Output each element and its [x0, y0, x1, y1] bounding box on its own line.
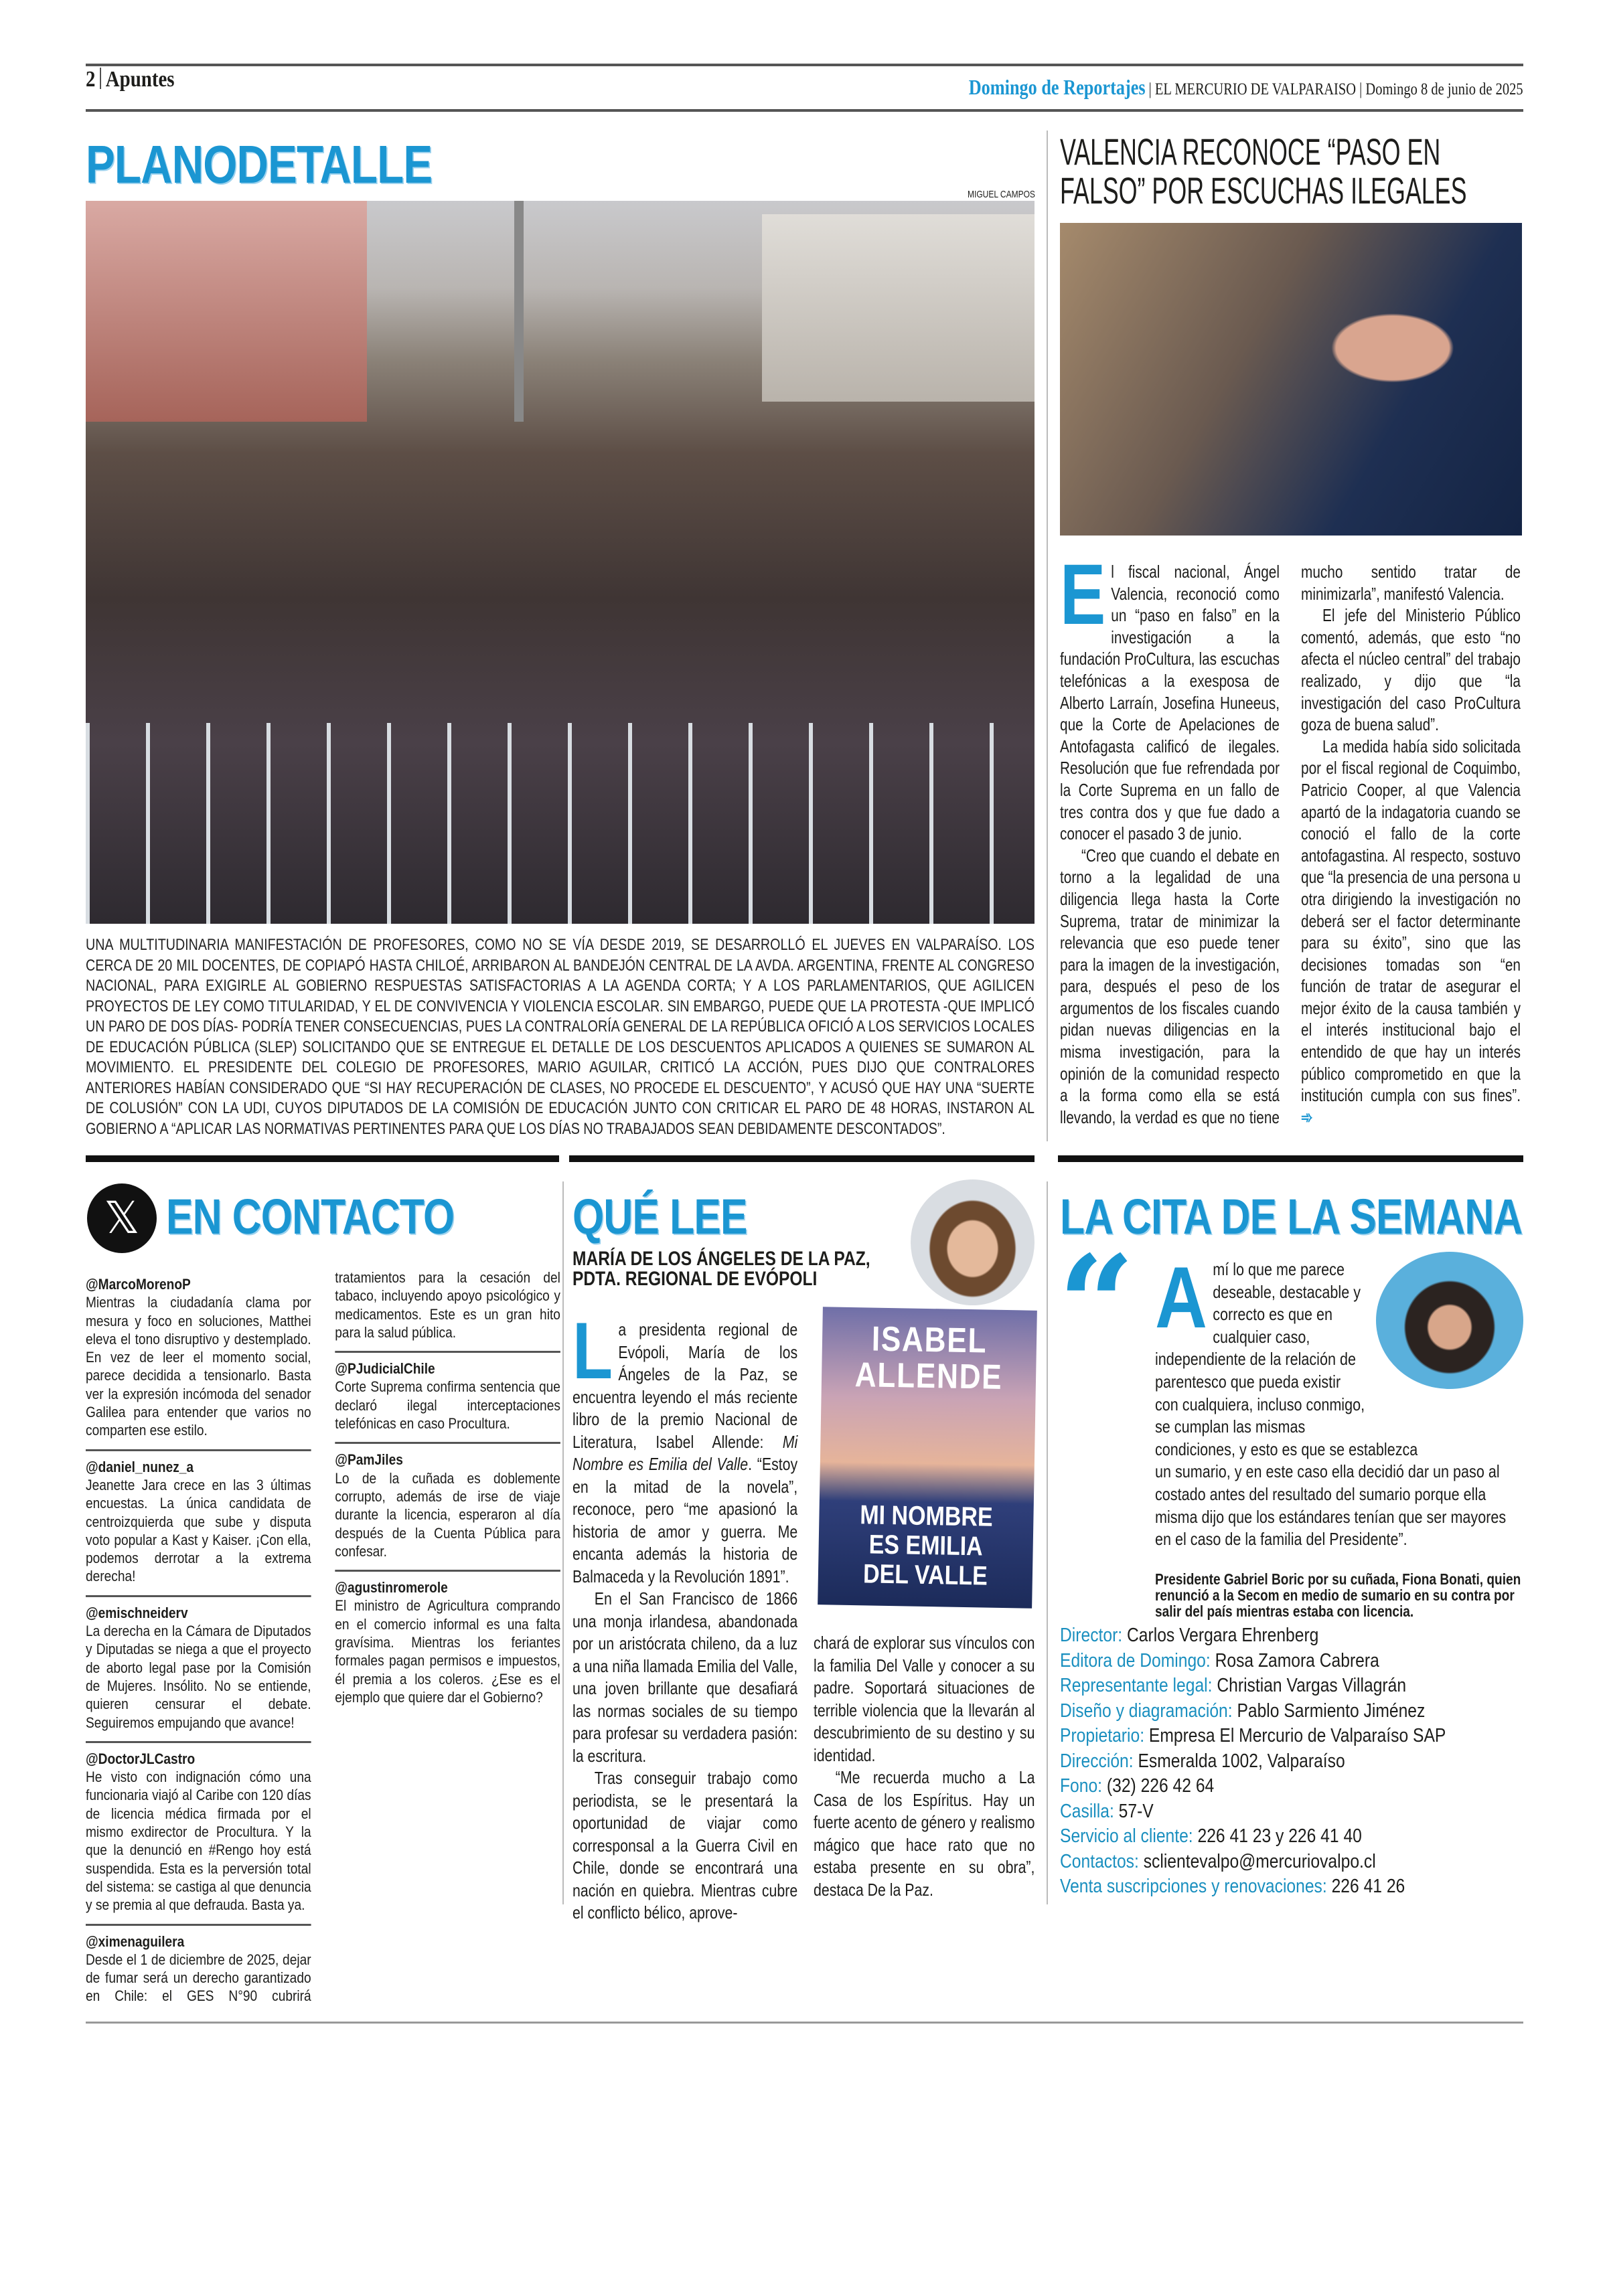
staff-label: Casilla: [1060, 1800, 1114, 1822]
article-paragraph: chará de explorar sus vínculos con la familia Del Valle y conocer a su padre. Soportará situaciones de terrible violencia que la llevarán al descubrimiento de su destino y su identidad. [814, 1633, 1035, 1765]
paper-name: EL MERCURIO DE VALPARAISO [1155, 80, 1357, 98]
tweet [335, 1572, 560, 1716]
reader-portrait [911, 1179, 1035, 1305]
staff-box [1060, 1623, 1446, 1900]
header-top-rule [86, 64, 1523, 66]
section-name: Apuntes [105, 67, 175, 92]
tweet-text: He visto con indignación cómo una funcionaria viajó al Caribe con 120 días de licencia médica firmada por el mismo exdirector de Procultura. Y la que la denunció en #Rengo hoy está suspendida. Esta es la perversión total del sistema: se castiga al que denuncia y se premia al que defrauda. Basta ya. [86, 1769, 311, 1914]
book-title: Mi Nombre es Emilia del Valle [572, 1431, 798, 1474]
staff-value: Carlos Vergara Ehrenberg [1126, 1625, 1319, 1646]
staff-label: Servicio al cliente: [1060, 1825, 1193, 1847]
staff-line [1060, 1699, 1446, 1724]
tweet-text: Lo de la cuñada es doblemente corrupto, además de irse de viaje durante la licencia, esperaron al día después de la Cuenta Pública para confesar. [335, 1469, 560, 1560]
que-lee-title: QUÉ LEE [572, 1189, 747, 1244]
photo-credit: MIGUEL CAMPOS [968, 189, 1035, 200]
paragraph-text: La medida había sido solicitada por el fiscal regional de Coquimbo, Patricio Cooper, al que Valencia apartó de la indagatoria cuando se conoció el fallo de la corte antofagastina. Al respecto, sostuvo que “la presencia de una persona u otra dirigiendo la investigación no deberá ser el factor determinante para su éxito”, sino que las decisiones tomadas son “en función de tratar de asegurar el mejor éxito de la causa también y el interés institucional bajo el entendido de que hay un interés público comprometido en que la institución cumpla con sus fines”. [1301, 736, 1521, 1106]
staff-line [1060, 1673, 1446, 1699]
que-lee-subtitle: MARÍA DE LOS ÁNGELES DE LA PAZ, PDTA. REGIONAL DE EVÓPOLI [572, 1248, 870, 1290]
staff-label: Dirección: [1060, 1750, 1134, 1772]
book-cover-title: MI NOMBRE ES EMILIA DEL VALLE [859, 1500, 993, 1591]
article-paragraph: “Me recuerda mucho a La Casa de los Espíritus. Hay un fuerte acento de género y realismo mágico que hace rato que no estaba presente en su obra”, destaca De la Paz. [814, 1767, 1035, 1900]
header-masthead: Domingo de Reportajes | EL MERCURIO DE VALPARAISO | Domingo 8 de junio de 2025 [969, 75, 1523, 99]
drop-cap: A [1155, 1248, 1207, 1346]
staff-value: Pablo Sarmiento Jiménez [1237, 1700, 1426, 1722]
tweet-text: Jeanette Jara crece en las 3 últimas encuestas. La única candidata de centroizquierda que sube y disputa voto popular a Kast y Kaiser. ¡Con ella, podemos derrotar a la extrema derecha! [86, 1476, 311, 1585]
staff-line [1060, 1850, 1446, 1875]
article-paragraph [1301, 736, 1521, 1129]
staff-value: (32) 226 42 64 [1106, 1775, 1215, 1797]
article-paragraph [1060, 547, 1280, 845]
quote-text [1155, 1248, 1522, 1551]
tweet [86, 1451, 311, 1597]
quote-block [1155, 1248, 1523, 1620]
article-paragraph: “Creo que cuando el debate en torno a la legalidad de una diligencia llega hasta la Corte Suprema, tratar de minimizar la relevancia que eso puede tener para la imagen de la investigación, para, después el peso de los argumentos de los fiscales cuando pidan nuevas diligencias en la misma investigación, para la opinión de la comunidad respecto a la forma como ella se está llevando, la verdad es que no tiene mucho sentido tratar de minimizarla”, manifestó Valencia. [1060, 562, 1521, 1127]
section-rule [86, 1155, 559, 1162]
staff-label: Diseño y diagramación: [1060, 1700, 1233, 1722]
tweets-list [86, 1268, 560, 2015]
staff-line [1060, 1649, 1446, 1674]
drop-cap: E [1060, 547, 1106, 643]
staff-value: sclientevalpo@mercuriovalpo.cl [1143, 1850, 1376, 1872]
tweet-handle[interactable]: @PamJiles [335, 1451, 403, 1469]
divider [100, 68, 101, 89]
staff-value: 226 41 26 [1331, 1876, 1405, 1897]
building-right [762, 214, 1035, 402]
book-cover [818, 1307, 1037, 1609]
tweet-handle[interactable]: @daniel_nunez_a [86, 1458, 194, 1475]
quote-attribution: Presidente Gabriel Boric por su cuñada, Fiona Bonati, quien renunció a la Secom en medio de sumario en su contra por salir del país mientras estaba con licencia. [1155, 1570, 1521, 1620]
en-contacto-title: EN CONTACTO [166, 1189, 455, 1244]
staff-value: Rosa Zamora Cabrera [1215, 1649, 1379, 1671]
article-paragraph: En el San Francisco de 1866 una monja irlandesa, abandonada por un aristócrata chileno, da a luz a una niña llamada Emilia del Valle, una joven brillante que desafiará las normas sociales de su tiempo para profesar su verdadera pasión: la escritura. [572, 1588, 798, 1766]
valencia-photo [1060, 223, 1522, 536]
staff-value: Esmeralda 1002, Valparaíso [1138, 1750, 1345, 1772]
staff-value: 57-V [1118, 1800, 1154, 1822]
column-divider [562, 1181, 564, 1904]
staff-line [1060, 1724, 1446, 1749]
paragraph-text: l fiscal nacional, Ángel Valencia, reconoció como un “paso en falso” en la investigación a la fundación ProCultura, las escuchas telefónicas a la exesposa de Alberto Larraín, Josefina Huneeus, que la Corte de Apelaciones de Antofagasta calificó de ilegales. Resolución que fue refrendada por la Corte Suprema en un fallo de tres contra dos y que fue dado a conocer el pasado 3 de junio. [1060, 562, 1280, 844]
tweet-text: El ministro de Agricultura comprando en el comercio informal es una falta gravísima. Mientras los feriantes formales pagan permisos e impuestos, él premia a los coleros. ¿Ese es el ejemplo que quiere dar el Gobierno? [335, 1597, 560, 1706]
staff-line [1060, 1874, 1446, 1900]
column-divider [1047, 1181, 1048, 1904]
article-paragraph: El jefe del Ministerio Público comentó, además, que esto “no afecta el núcleo central” del trabajo realizado, y dijo que “la investigación del caso ProCultura goza de buena salud”. [1301, 605, 1521, 735]
street-pole [514, 201, 524, 422]
tweet-text: La derecha en la Cámara de Diputados y Diputadas se niega a que el proyecto de aborto legal pase por la Comisión de Mujeres. Insólito. No se entiende, quieren censurar el debate. Seguiremos empujando que avance! [86, 1623, 311, 1731]
section-rule [569, 1155, 1035, 1162]
staff-value: 226 41 23 y 226 41 40 [1197, 1825, 1362, 1847]
planodetalle-title: PLANODETALLE [86, 135, 433, 194]
photo-caption: UNA MULTITUDINARIA MANIFESTACIÓN DE PROFESORES, COMO NO SE VÍA DESDE 2019, SE DESARROLLÓ EL JUEVES EN VALPARAÍSO. LOS CERCA DE 20 MIL DOCENTES, DE COPIAPÓ HASTA CHILOÉ, ARRIBARON AL BANDEJÓN CENTRAL DE LA AVDA. ARGENTINA, FRENTE AL CONGRESO NACIONAL, PARA EXIGIRLE AL GOBIERNO RESPUESTAS SATISFACTORIAS A LA AGENDA CORTA; Y A LOS PARLAMENTARIOS, QUE AGILICEN PROYECTOS DE LEY COMO TITULARIDAD, Y EL DE CONVIVENCIA Y VIOLENCIA ESCOLAR. SIN EMBARGO, PUEDE QUE LA PROTESTA -QUE IMPLICÓ UN PARO DE DOS DÍAS- PODRÍA TENER CONSECUENCIAS, PUES LA CONTRALORÍA GENERAL DE LA REPÚBLICA OFICIÓ A LOS SERVICIOS LOCALES DE EDUCACIÓN PÚBLICA (SLEP) SOLICITANDO QUE SE ENTREGUE EL DETALLE DE LOS DESCUENTOS APLICADOS A QUIENES SE SUMARON AL MOVIMIENTO. EL PRESIDENTE DEL COLEGIO DE PROFESORES, MARIO AGUILAR, CRITICÓ LA ACCIÓN, PUES DIJO QUE CONTRALORES ANTERIORES HABÍAN CONSIDERADO QUE “SI HAY RECUPERACIÓN DE CLASES, NO PROCEDE EL DESCUENTO”, Y ACUSÓ QUE HAY UNA “SUERTE DE COLUSIÓN” CON LA UDI, CUYOS DIPUTADOS DE LA COMISIÓN DE EDUCACIÓN JUNTO CON CRITICAR EL PARO DE 48 HORAS, INSTARON AL GOBIERNO A “APLICAR LAS NORMATIVAS PERTINENTES PARA QUE LOS DÍAS NO TRABAJADOS SEAN DEBIDAMENTE DESCONTADOS”. [86, 936, 1035, 1138]
staff-line [1060, 1824, 1446, 1850]
tweet-handle[interactable]: @agustinromerole [335, 1579, 448, 1596]
issue-date: Domingo 8 de junio de 2025 [1365, 80, 1523, 98]
tweet-text: Desde el 1 de diciembre de 2025, dejar de fumar será un derecho garantizado en Chile: el GES N°90 cubrirá tratamientos para la cesación del tabaco, incluyendo apoyo psicológico y medicamentos. Este es un gran hito para la salud pública. [86, 1269, 560, 2005]
barrier-fence [86, 723, 1035, 924]
page-section-label [86, 67, 175, 92]
tweet [335, 1444, 560, 1572]
quote-body: mí lo que me parece deseable, destacable y correcto es que en cualquier caso, independiente de la relación de parentesco que pueda existir con cualquiera, incluso conmigo, se cumplan las mismas condiciones, y esto es que se establezca un sumario, y en este caso ella decidió dar un paso al costado antes del resultado del sumario porque ella misma dijo que los estándares tenían que ser mayores en el caso de la familia del Presidente”. [1155, 1259, 1507, 1550]
valencia-headline: VALENCIA RECONOCE “PASO EN FALSO” POR ESCUCHAS ILEGALES [1060, 131, 1467, 212]
que-lee-body-col1 [572, 1306, 798, 1924]
staff-value: Christian Vargas Villagrán [1217, 1675, 1407, 1696]
staff-line [1060, 1799, 1446, 1825]
staff-label: Propietario: [1060, 1725, 1145, 1746]
section-rule [1058, 1155, 1523, 1162]
header-bottom-rule [86, 109, 1523, 112]
continuation-arrow-icon: ➾ [1301, 1106, 1313, 1127]
tweet [335, 1353, 560, 1444]
la-cita-title: LA CITA DE LA SEMANA [1060, 1189, 1523, 1244]
tweet [86, 1743, 311, 1926]
tweet-handle[interactable]: @emischneiderv [86, 1604, 188, 1621]
brand-name: Domingo de Reportajes [969, 75, 1146, 99]
tweet-text: Mientras la ciudadanía clama por mesura y foco en soluciones, Matthei eleva el tono disruptivo y destemplado. En vez de leer el momento social, parece decidida a tensionarlo. Basta ver la expresión incómoda del senador Galilea para entender que varios no comparten ese estilo. [86, 1294, 311, 1439]
paragraph-text: . “Estoy en la mitad de la novela”, reconoce, pero “me apasionó la historia de amor y guerra. Me encanta además la historia de Balmaceda y la Revolución 1891”. [572, 1454, 798, 1586]
valencia-article-body [1060, 547, 1521, 1143]
page-number: 2 [86, 67, 96, 92]
building-left [86, 201, 367, 422]
tweet-handle[interactable]: @ximenaguilera [86, 1933, 185, 1950]
book-author: ISABEL ALLENDE [854, 1319, 1003, 1397]
staff-line [1060, 1749, 1446, 1775]
protest-photo [86, 201, 1035, 924]
staff-value: Empresa El Mercurio de Valparaíso SAP [1148, 1725, 1446, 1746]
tweet [86, 1268, 311, 1451]
portrait-spacer [1361, 1258, 1522, 1439]
tweet-text: Corte Suprema confirma sentencia que declaró ilegal interceptaciones telefónicas en caso Procultura. [335, 1378, 560, 1432]
staff-label: Editora de Domingo: [1060, 1649, 1211, 1671]
article-paragraph: Tras conseguir trabajo como periodista, se le presentará la oportunidad de viajar como corresponsal a la Guerra Civil en Chile, donde se encontrará una nación en quiebra. Mientras cubre el conflicto bélico, aprove- [572, 1768, 798, 1922]
footer-rule [86, 2022, 1523, 2024]
article-paragraph [572, 1306, 798, 1588]
staff-label: Fono: [1060, 1775, 1103, 1797]
staff-label: Venta suscripciones y renovaciones: [1060, 1876, 1327, 1897]
drop-cap: L [572, 1306, 613, 1396]
staff-label: Representante legal: [1060, 1675, 1213, 1696]
tweet-handle[interactable]: @PJudicialChile [335, 1360, 435, 1378]
column-divider [1047, 131, 1048, 1141]
staff-label: Contactos: [1060, 1850, 1139, 1872]
tweet-handle[interactable]: @DoctorJLCastro [86, 1750, 196, 1767]
staff-label: Director: [1060, 1625, 1123, 1646]
quote-mark-icon: “ [1058, 1226, 1136, 1384]
tweet [86, 1597, 311, 1743]
paragraph-text: a presidenta regional de Evópoli, María de los Ángeles de la Paz, se encuentra leyendo el más reciente libro de la premio Nacional de Literatura, Isabel Allende: [572, 1319, 798, 1452]
que-lee-body-col2 [814, 1632, 1035, 1901]
tweet-handle[interactable]: @MarcoMorenoP [86, 1276, 191, 1293]
staff-line [1060, 1774, 1446, 1799]
x-logo-icon: 𝕏 [87, 1183, 157, 1253]
staff-line [1060, 1623, 1446, 1649]
